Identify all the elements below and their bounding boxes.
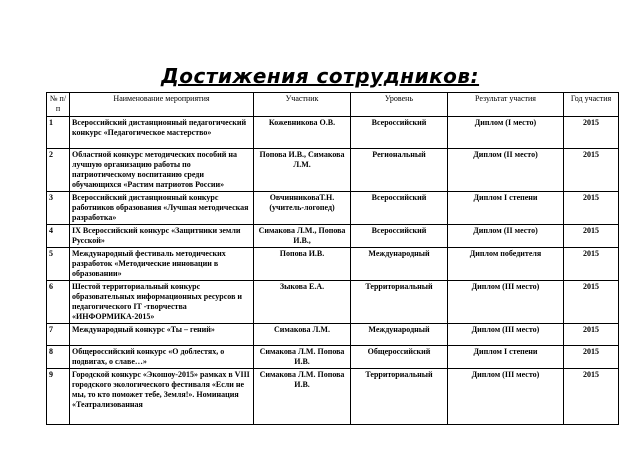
row-num: 6 bbox=[47, 281, 70, 324]
year-cell: 2015 bbox=[564, 281, 619, 324]
year-cell: 2015 bbox=[564, 248, 619, 281]
participant-cell: Зыкова Е.А. bbox=[254, 281, 351, 324]
result-cell: Диплом (II место) bbox=[448, 149, 564, 192]
table-row bbox=[47, 248, 619, 281]
participant-cell: Кожевникова О.В. bbox=[254, 117, 351, 149]
table-row bbox=[47, 324, 619, 346]
table-row bbox=[47, 281, 619, 324]
year-cell: 2015 bbox=[564, 324, 619, 346]
table-row bbox=[47, 225, 619, 248]
table-row bbox=[47, 149, 619, 192]
header-participant: Участник bbox=[254, 93, 351, 117]
year-cell: 2015 bbox=[564, 192, 619, 225]
row-num: 3 bbox=[47, 192, 70, 225]
result-cell: Диплом (III место) bbox=[448, 281, 564, 324]
result-cell: Диплом победителя bbox=[448, 248, 564, 281]
event-name-cell: Международный фестиваль методических разработок «Методические инновации в образовании» bbox=[70, 248, 254, 281]
header-event-name: Наименование мероприятия bbox=[70, 93, 254, 117]
participant-cell: Попова И.В. bbox=[254, 248, 351, 281]
row-num: 1 bbox=[47, 117, 70, 149]
year-cell: 2015 bbox=[564, 149, 619, 192]
table-row bbox=[47, 117, 619, 149]
row-num: 7 bbox=[47, 324, 70, 346]
row-num: 9 bbox=[47, 369, 70, 425]
participant-cell: Симакова Л.М. Попова И.В. bbox=[254, 346, 351, 369]
level-cell: Общероссийский bbox=[351, 346, 448, 369]
row-num: 5 bbox=[47, 248, 70, 281]
event-name-cell: Городской конкурс «Экошоу-2015» рамках в VIII городского экологического фестиваля «Если не мы, то кто поможет тебе, Земля!». Номинация «Театрализованная bbox=[70, 369, 254, 425]
participant-cell: ОвчинниковаТ.Н. (учитель-логопед) bbox=[254, 192, 351, 225]
level-cell: Территориальный bbox=[351, 369, 448, 425]
level-cell: Региональный bbox=[351, 149, 448, 192]
table-row bbox=[47, 369, 619, 425]
header-result: Результат участия bbox=[448, 93, 564, 117]
page-title: Достижения сотрудников: bbox=[160, 64, 480, 88]
table-header-row bbox=[47, 93, 619, 117]
participant-cell: Симакова Л.М. bbox=[254, 324, 351, 346]
event-name-cell: Всероссийский дистанционный конкурс работников образования «Лучшая методическая разработка» bbox=[70, 192, 254, 225]
level-cell: Международный bbox=[351, 248, 448, 281]
level-cell: Международный bbox=[351, 324, 448, 346]
result-cell: Диплом (III место) bbox=[448, 369, 564, 425]
year-cell: 2015 bbox=[564, 225, 619, 248]
event-name-cell: IX Всероссийский конкурс «Защитники земли Русской» bbox=[70, 225, 254, 248]
year-cell: 2015 bbox=[564, 346, 619, 369]
event-name-cell: Международный конкурс «Ты – гений» bbox=[70, 324, 254, 346]
result-cell: Диплом I степени bbox=[448, 192, 564, 225]
participant-cell: Симакова Л.М. Попова И.В. bbox=[254, 369, 351, 425]
level-cell: Всероссийский bbox=[351, 225, 448, 248]
participant-cell: Симакова Л.М., Попова И.В., bbox=[254, 225, 351, 248]
result-cell: Диплом (III место) bbox=[448, 324, 564, 346]
level-cell: Всероссийский bbox=[351, 192, 448, 225]
year-cell: 2015 bbox=[564, 117, 619, 149]
event-name-cell: Общероссийский конкурс «О доблестях, о подвигах, о славе…» bbox=[70, 346, 254, 369]
year-cell: 2015 bbox=[564, 369, 619, 425]
participant-cell: Попова И.В., Симакова Л.М. bbox=[254, 149, 351, 192]
table-row bbox=[47, 192, 619, 225]
row-num: 4 bbox=[47, 225, 70, 248]
row-num: 8 bbox=[47, 346, 70, 369]
table-row bbox=[47, 346, 619, 369]
header-num: № п/п bbox=[47, 93, 70, 117]
header-year: Год участия bbox=[564, 93, 619, 117]
result-cell: Диплом I степени bbox=[448, 346, 564, 369]
event-name-cell: Шестой территориальный конкурс образовательных информационных ресурсов и педагогического IT -творчества «ИНФОРМИКА-2015» bbox=[70, 281, 254, 324]
event-name-cell: Всероссийский дистанционный педагогический конкурс «Педагогическое мастерство» bbox=[70, 117, 254, 149]
result-cell: Диплом (I место) bbox=[448, 117, 564, 149]
level-cell: Территориальный bbox=[351, 281, 448, 324]
event-name-cell: Областной конкурс методических пособий на лучшую организацию работы по патриотическому воспитанию среди обучающихся «Растим патриотов России» bbox=[70, 149, 254, 192]
result-cell: Диплом (II место) bbox=[448, 225, 564, 248]
level-cell: Всероссийский bbox=[351, 117, 448, 149]
achievements-table bbox=[46, 92, 619, 425]
header-level: Уровень bbox=[351, 93, 448, 117]
row-num: 2 bbox=[47, 149, 70, 192]
